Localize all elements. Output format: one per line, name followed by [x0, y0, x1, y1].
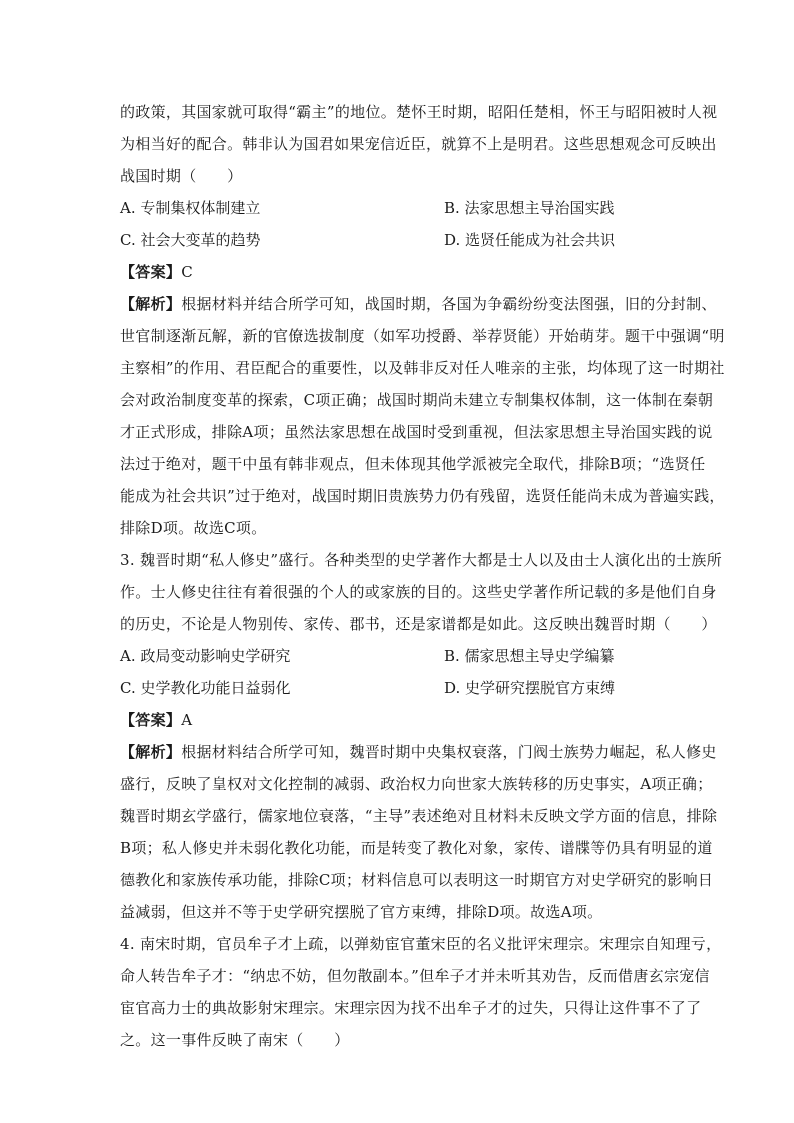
- q2-analysis-line: 能成为社会共识”过于绝对，战国时期旧贵族势力仍有残留，选贤任能尚未成为普遍实践，: [120, 487, 725, 505]
- q2-analysis-line: 才正式形成，排除A项；虽然法家思想在战国时受到重视，但法家思想主导治国实践的说: [120, 423, 713, 441]
- q3-analysis-line: [120, 736, 717, 768]
- analysis-label: 【解析】: [120, 743, 182, 761]
- q2-analysis-line: 会对政治制度变革的探索，C项正确；战国时期尚未建立专制集权体制，这一体制在秦朝: [120, 391, 714, 409]
- q3-stem-line: 的历史，不论是人物别传、家传、郡书，还是家谱都是如此。这反映出魏晋时期（ ）: [120, 615, 717, 633]
- q3-analysis-line: B项；私人修史并未弱化教化功能，而是转变了教化对象，家传、谱牒等仍具有明显的道: [120, 839, 713, 857]
- q3-option-a: A. 政局变动影响史学研究: [120, 647, 291, 665]
- document-content: [120, 96, 725, 1056]
- q3-analysis-line: 魏晋时期玄学盛行，儒家地位衰落，“主导”表述绝对且材料未反映文学方面的信息，排除: [120, 807, 718, 825]
- q2-options-row-1: [120, 192, 680, 224]
- q3-option-b: B. 儒家思想主导史学编纂: [444, 647, 615, 665]
- q3-stem-line: 3. 魏晋时期“私人修史”盛行。各种类型的史学著作大都是士人以及由士人演化出的士族所: [120, 551, 723, 569]
- answer-label: 【答案】: [120, 711, 182, 729]
- q2-options-row-2: [120, 224, 680, 256]
- q2-option-c: C. 社会大变革的趋势: [120, 231, 261, 249]
- q2-analysis-line: 主察相”的作用、君臣配合的重要性，以及韩非反对任人唯亲的主张，均体现了这一时期社: [120, 359, 725, 377]
- q2-answer: [120, 256, 680, 288]
- answer-value: C: [181, 263, 193, 281]
- q2-analysis-line: 排除D项。故选C项。: [120, 519, 267, 537]
- q3-analysis-line: 盛行，反映了皇权对文化控制的减弱、政治权力向世家大族转移的历史事实，A项正确；: [120, 775, 713, 793]
- q2-option-b: B. 法家思想主导治国实践: [444, 199, 615, 217]
- q3-option-c: C. 史学教化功能日益弱化: [120, 679, 291, 697]
- answer-label: 【答案】: [120, 263, 182, 281]
- q3-options-row-1: [120, 640, 680, 672]
- answer-value: A: [181, 711, 193, 729]
- q3-option-d: D. 史学研究摆脱官方束缚: [444, 679, 616, 697]
- q2-analysis-line: [120, 288, 717, 320]
- q3-options-row-2: [120, 672, 680, 704]
- q2-stem-line: 战国时期（ ）: [120, 167, 243, 185]
- q2-stem-line: 的政策，其国家就可取得“霸主”的地位。楚怀王时期，昭阳任楚相，怀王与昭阳被时人视: [120, 103, 718, 121]
- q3-analysis-line: 德教化和家族传承功能，排除C项；材料信息可以表明这一时期官方对史学研究的影响日: [120, 871, 714, 889]
- q2-stem-line: 为相当好的配合。韩非认为国君如果宠信近臣，就算不上是明君。这些思想观念可反映出: [120, 135, 717, 153]
- q3-answer: [120, 704, 680, 736]
- q2-option-d: D. 选贤任能成为社会共识: [444, 231, 616, 249]
- q3-stem-line: 作。士人修史往往有着很强的个人的或家族的目的。这些史学著作所记载的多是他们自身: [120, 583, 717, 601]
- q4-stem-line: 宦官高力士的典故影射宋理宗。宋理宗因为找不出牟子才的过失，只得让这件事不了了: [120, 999, 702, 1017]
- analysis-label: 【解析】: [120, 295, 182, 313]
- q2-analysis-line: 世官制逐渐瓦解，新的官僚选拔制度（如军功授爵、举荐贤能）开始萌芽。题干中强调“明: [120, 327, 725, 345]
- q4-stem-line: 命人转告牟子才：“纳忠不妨，但勿散副本。”但牟子才并未听其劝告，反而借唐玄宗宠信: [120, 967, 710, 985]
- analysis-text: 根据材料并结合所学可知，战国时期，各国为争霸纷纷变法图强，旧的分封制、: [181, 295, 717, 313]
- q4-stem-line: 4. 南宋时期，官员牟子才上疏，以弹劾宦官董宋臣的名义批评宋理宗。宋理宗自知理亏，: [120, 935, 722, 953]
- q3-analysis-line: 益减弱，但这并不等于史学研究摆脱了官方束缚，排除D项。故选A项。: [120, 903, 603, 921]
- q2-analysis-line: 法过于绝对，题干中虽有韩非观点，但未体现其他学派被完全取代，排除B项；“选贤任: [120, 455, 706, 473]
- q4-stem-line: 之。这一事件反映了南宋（ ）: [120, 1031, 350, 1049]
- analysis-text: 根据材料结合所学可知，魏晋时期中央集权衰落，门阀士族势力崛起，私人修史: [181, 743, 717, 761]
- q2-option-a: A. 专制集权体制建立: [120, 199, 261, 217]
